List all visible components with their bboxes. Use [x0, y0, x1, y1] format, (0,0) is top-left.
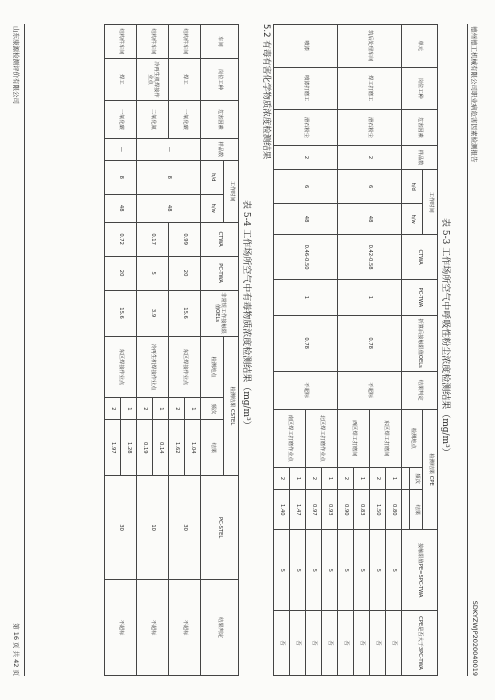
- table2-caption: 表 5-4 工作场所空气中有毒物质浓度检测结果（mg/m³）: [241, 200, 251, 430]
- th-exceed: CPE是否大于3PC-TWA: [402, 611, 438, 676]
- cell-result: 0.19: [137, 420, 153, 476]
- cell-result: 1.28: [121, 420, 137, 476]
- cell-frequency: 1: [386, 467, 402, 489]
- cell-frequency: 2: [105, 398, 121, 420]
- cell-ctwa: 0.99: [169, 222, 201, 256]
- cell-result: 1.40: [274, 490, 290, 530]
- cell-result: 1.50: [370, 490, 386, 530]
- cell-result: 0.83: [354, 490, 370, 530]
- table-5-4: [104, 24, 239, 676]
- th2-verdict: 结果判定: [201, 580, 239, 676]
- cell-verdict: 不超标: [274, 371, 338, 409]
- th-cpe-loc: 检测地点: [402, 409, 423, 467]
- cell-exceed: 否: [274, 611, 290, 676]
- cell-result: 1.97: [105, 420, 121, 476]
- cell-location: 东区焊工打磨间: [370, 409, 402, 467]
- cell-hw: 48: [274, 203, 338, 234]
- cell-hw: 48: [137, 194, 201, 222]
- th2-position: 岗位工种: [201, 58, 239, 100]
- th2-pcstel: PC-STEL: [201, 476, 239, 580]
- cell-ctwa: 0.46-0.50: [274, 235, 338, 280]
- th-pe-limit: 接触限值PE=5PC-TWA: [402, 530, 438, 611]
- cell-hd: 6: [338, 170, 402, 204]
- cell-oels: 0.78: [274, 315, 338, 371]
- cell-location: 东区焊接作业点: [105, 336, 137, 398]
- cell-workshop: 结构件车间: [105, 25, 137, 59]
- report-number: SDKYZWJP2020040019: [471, 600, 479, 676]
- cell-pe-limit: 5: [370, 530, 386, 611]
- table-row: [185, 25, 201, 676]
- cell-frequency: 2: [338, 467, 354, 489]
- cell-exceed: 否: [354, 611, 370, 676]
- table-row: [153, 25, 169, 676]
- header-rule: [467, 24, 468, 676]
- th-oels: 折算后接触限值OELs: [402, 315, 438, 371]
- cell-exceed: 否: [290, 611, 306, 676]
- cell-result: 0.97: [306, 490, 322, 530]
- th2-work-time: 工作时间: [224, 160, 239, 222]
- cell-hw: 48: [105, 194, 137, 222]
- th2-cs-loc: 检测地点: [201, 336, 224, 398]
- cell-oels: 0.78: [338, 315, 402, 371]
- th-position: 岗位工种: [402, 67, 438, 110]
- th-cpe: 检测结果 CPE: [423, 409, 438, 530]
- th-hd: h/d: [402, 170, 423, 204]
- th-pctwa: PC-TWA: [402, 279, 438, 315]
- cell-frequency: 2: [274, 467, 290, 489]
- th-hazard: 危害因素: [402, 110, 438, 146]
- cell-exceed: 否: [322, 611, 338, 676]
- cell-exceed: 否: [338, 611, 354, 676]
- cell-frequency: 2: [169, 398, 185, 420]
- table1-caption: 表 5-3 工作场所空气中呼吸性粉尘浓度检测结果（mg/m³）: [440, 218, 450, 457]
- cell-position: 冷再生机焊接作业点: [137, 58, 169, 100]
- th2-ctwa: CTWA: [201, 222, 239, 256]
- cell-samples: 2: [338, 145, 402, 170]
- cell-pctwa: 1: [338, 279, 402, 315]
- cell-result: 1.04: [185, 420, 201, 476]
- th2-cstel: 检测结果 CSTEL: [224, 336, 239, 476]
- cell-frequency: 1: [121, 398, 137, 420]
- cell-pe-limit: 5: [290, 530, 306, 611]
- cell-result: 0.90: [338, 490, 354, 530]
- cell-pcstel: 30: [169, 476, 201, 580]
- th2-oels: 非常规工作接触限值OELs: [201, 290, 239, 336]
- cell-hd: 6: [274, 170, 338, 204]
- cell-workshop: 筑后处理车间: [338, 25, 402, 68]
- cell-location: 北区焊工打磨作业点: [306, 409, 338, 467]
- cell-location: 西区焊工打磨间: [338, 409, 370, 467]
- cell-pe-limit: 5: [354, 530, 370, 611]
- cell-verdict: 不超标: [137, 580, 169, 676]
- cell-location: 东区焊接作业点: [169, 336, 201, 398]
- cell-oels: 15.6: [105, 290, 137, 336]
- cell-result: 1.62: [169, 420, 185, 476]
- cell-exceed: 否: [386, 611, 402, 676]
- cell-pcstel: 10: [137, 476, 169, 580]
- th2-hazard: 危害因素: [201, 100, 239, 138]
- cell-oels: 15.6: [169, 290, 201, 336]
- th-samples: 样品数: [402, 145, 438, 170]
- cell-pe-limit: 5: [274, 530, 290, 611]
- cell-frequency: 1: [354, 467, 370, 489]
- footer-rule: [24, 24, 25, 676]
- cell-ctwa: 0.42-0.58: [338, 235, 402, 280]
- table-row: [121, 25, 137, 676]
- table-5-3: [273, 24, 438, 676]
- cell-workshop: 喷漆: [274, 25, 338, 68]
- th-cpe-no: 频次: [410, 467, 423, 489]
- cell-pe-limit: 5: [322, 530, 338, 611]
- cell-frequency: 1: [290, 467, 306, 489]
- cell-frequency: 1: [185, 398, 201, 420]
- cell-position: 焊工打磨工: [338, 67, 402, 110]
- cell-pcstel: 30: [105, 476, 137, 580]
- cell-position: 喷漆打磨工: [274, 67, 338, 110]
- table-row: [386, 25, 402, 676]
- cell-hazard: 二氧化氮: [137, 100, 169, 138]
- cell-verdict: 不超标: [105, 580, 137, 676]
- cell-result: 0.93: [322, 490, 338, 530]
- th-workshop: 单元: [402, 25, 438, 68]
- th-verdict: 结果判定: [402, 371, 438, 409]
- cell-samples: 2: [274, 145, 338, 170]
- cell-pctwa: 20: [169, 256, 201, 290]
- cell-pctwa: 5: [137, 256, 169, 290]
- th2-cs-no: 频次: [201, 398, 224, 420]
- th2-hd: h/d: [201, 160, 224, 194]
- cell-workshop: 结构件车间: [169, 25, 201, 59]
- section-title: 5.2 有毒有害化学物质浓度检测结果: [261, 24, 271, 160]
- cell-ctwa: 0.72: [105, 222, 137, 256]
- cell-hw: 48: [338, 203, 402, 234]
- th-hw: h/w: [402, 203, 423, 234]
- cell-samples: —: [105, 138, 137, 160]
- th-work-time: 工作时间: [423, 170, 438, 235]
- cell-position: 焊工: [169, 58, 201, 100]
- table-row: [322, 25, 338, 676]
- cell-result: 0.14: [153, 420, 169, 476]
- cell-hd: 8: [105, 160, 137, 194]
- cell-exceed: 否: [306, 611, 322, 676]
- cell-pctwa: 20: [105, 256, 137, 290]
- th2-pctwa: PC-TWA: [201, 256, 239, 290]
- cell-verdict: 不超标: [338, 371, 402, 409]
- cell-hazard: 滑石粉尘: [274, 110, 338, 146]
- cell-pctwa: 1: [274, 279, 338, 315]
- cell-oels: 3.9: [137, 290, 169, 336]
- cell-location: 冷再生机焊接作业点: [137, 336, 169, 398]
- cell-frequency: 1: [322, 467, 338, 489]
- cell-frequency: 2: [306, 467, 322, 489]
- cell-pe-limit: 5: [338, 530, 354, 611]
- cell-hd: 8: [137, 160, 201, 194]
- cell-hazard: 一氧化碳: [169, 100, 201, 138]
- page-number: 第 16 页 共 42 页: [12, 623, 20, 676]
- th2-cs-res: 结果: [201, 420, 224, 476]
- th2-hw: h/w: [201, 194, 224, 222]
- cell-workshop: 结构件车间: [137, 25, 169, 59]
- cell-pe-limit: 5: [306, 530, 322, 611]
- th-cpe-res: 结果: [410, 490, 423, 530]
- cell-ctwa: 0.17: [137, 222, 169, 256]
- cell-hazard: 滑石粉尘: [338, 110, 402, 146]
- footer-company: 山东康源检测评价有限公司: [12, 26, 20, 104]
- cell-location: 南区焊工打磨作业点: [274, 409, 306, 467]
- cell-verdict: 不超标: [169, 580, 201, 676]
- th-ctwa: CTWA: [402, 235, 438, 280]
- header-company: 德州德工机械有限公司职业病危害因素检测报告: [470, 26, 478, 163]
- cell-frequency: 1: [153, 398, 169, 420]
- cell-result: 1.47: [290, 490, 306, 530]
- cell-position: 焊工: [105, 58, 137, 100]
- cell-pe-limit: 5: [386, 530, 402, 611]
- cell-samples: —: [137, 138, 201, 160]
- cell-frequency: 2: [137, 398, 153, 420]
- th2-samples: 样品数: [201, 138, 239, 160]
- th2-workshop: 车间: [201, 25, 239, 59]
- cell-frequency: 2: [370, 467, 386, 489]
- cell-result: 0.80: [386, 490, 402, 530]
- cell-exceed: 否: [370, 611, 386, 676]
- cell-hazard: 一氧化碳: [105, 100, 137, 138]
